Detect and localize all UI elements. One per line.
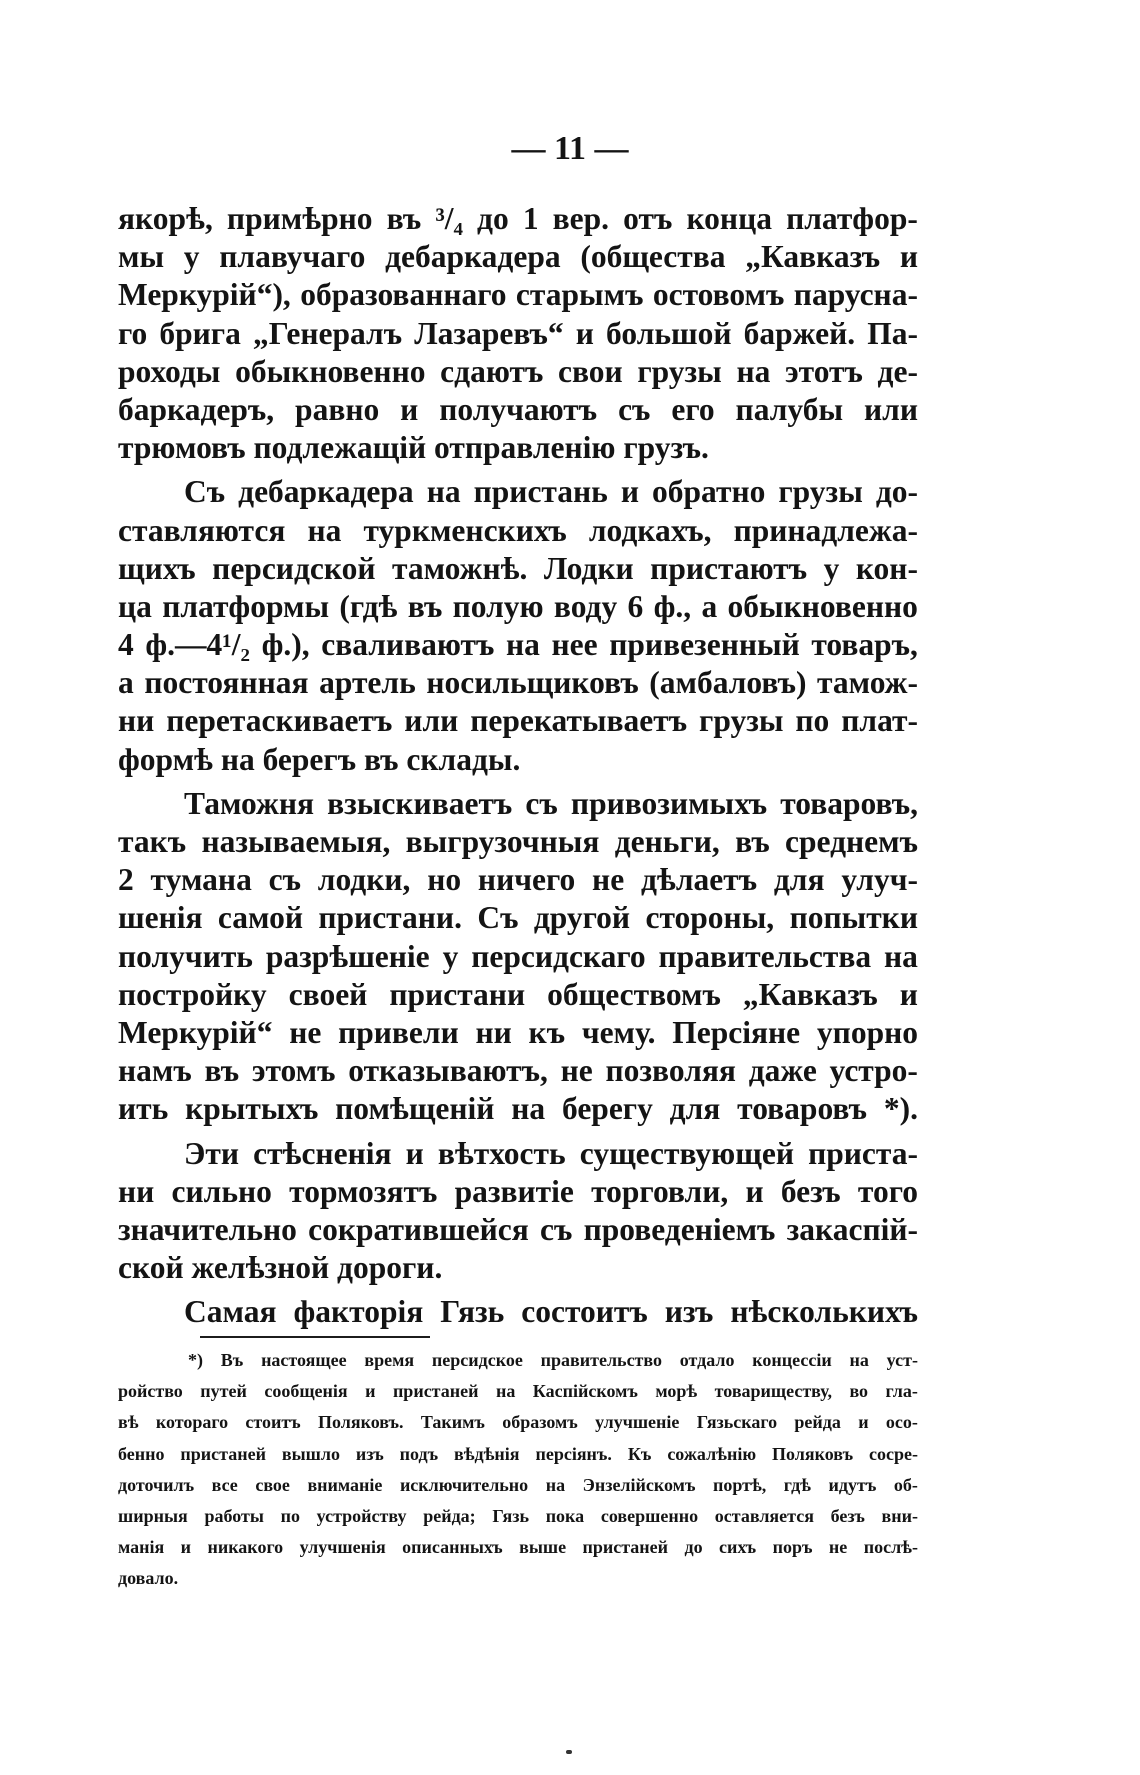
text-line: 2 тумана съ лодки, но ничего не дѣлаетъ для улуч- xyxy=(118,862,918,898)
text-line: шенія самой пристани. Съ другой стороны, попытки xyxy=(118,900,918,936)
text-line: формѣ на берегъ въ склады. xyxy=(118,741,521,777)
footnote-line: манія и никакого улучшенія описанныхъ выше пристаней до сихъ поръ не послѣ- xyxy=(118,1537,918,1558)
paragraph-start-line: Таможня взыскиваетъ съ привозимыхъ товаровъ, xyxy=(184,785,918,821)
footnote xyxy=(118,1345,918,1595)
text-line: ить крытыхъ помѣщеній на берегу для товаровъ *). xyxy=(118,1091,918,1127)
footnote-line: ройство путей сообщенія и пристаней на Каспійскомъ морѣ товариществу, во гла- xyxy=(118,1381,918,1402)
text-line: Меркурій“ не привели ни къ чему. Персіяне упорно xyxy=(118,1014,918,1050)
footnote-line: бенно пристаней вышло изъ подъ вѣдѣнія персіянъ. Къ сожалѣнію Поляковъ сосре- xyxy=(118,1443,918,1464)
text-line: ставляются на туркменскихъ лодкахъ, принадлежа- xyxy=(118,512,918,548)
text-line: трюмовъ подлежащій отправленію грузъ. xyxy=(118,430,709,466)
footnote-line: довало. xyxy=(118,1568,179,1589)
page-number: — 11 — xyxy=(511,130,629,167)
footnote-line: *) Въ настоящее время персидское правительство отдало концессіи на уст- xyxy=(188,1350,918,1370)
footnote-line: доточилъ все свое вниманіе исключительно на Энзелійскомъ портѣ, гдѣ идутъ об- xyxy=(118,1474,918,1495)
text-line: намъ въ этомъ отказываютъ, не позволяя даже устро- xyxy=(118,1053,918,1089)
text-line: ца платформы (гдѣ въ полую воду 6 ф., а обыкновенно xyxy=(118,588,918,624)
text-line: баркадеръ, равно и получаютъ съ его палубы или xyxy=(118,391,918,427)
text-line: роходы обыкновенно сдаютъ свои грузы на этотъ де- xyxy=(118,353,918,389)
text-line: такъ называемыя, выгрузочныя деньги, въ среднемъ xyxy=(118,824,918,859)
text-line: 4 ф.—4¹/₂ ф.), сваливаютъ на нее привезенный товаръ, xyxy=(118,627,918,663)
text-line: ской желѣзной дороги. xyxy=(118,1250,443,1286)
text-line: го брига „Генералъ Лазаревъ“ и большой баржей. Па- xyxy=(118,315,918,351)
main-text xyxy=(118,200,918,1331)
text-line: а постоянная артель носильщиковъ (амбаловъ) тамож- xyxy=(118,665,918,701)
text-line: мы у плавучаго дебаркадера (общества „Кавказъ и xyxy=(118,239,918,275)
text-line: постройку своей пристани обществомъ „Кавказъ и xyxy=(118,976,918,1012)
footnote-line: вѣ котораго стоитъ Поляковъ. Такимъ образомъ улучшеніе Гязьскаго рейда и осо- xyxy=(118,1412,918,1433)
text-line: щихъ персидской таможнѣ. Лодки пристаютъ у кон- xyxy=(118,550,918,586)
text-line: значительно сократившейся съ проведеніемъ закаспій- xyxy=(118,1211,918,1247)
text-line: Меркурій“), образованнаго старымъ остовомъ паруснa- xyxy=(118,277,918,313)
text-line: ни сильно тормозятъ развитіе торговли, и безъ того xyxy=(118,1173,918,1209)
print-mark xyxy=(566,1750,572,1754)
text-line: якорѣ, примѣрно въ ³/₄ до 1 вер. отъ конца платфор- xyxy=(118,201,918,236)
paragraph-start-line: Эти стѣсненія и вѣтхость существующей приста- xyxy=(184,1135,918,1171)
paragraph-start-line: Самая факторія Гязь состоитъ изъ нѣсколькихъ xyxy=(184,1294,918,1330)
footnote-line: ширныя работы по устройству рейда; Гязь пока совершенно оставляется безъ вни- xyxy=(118,1505,918,1526)
paragraph-start-line: Съ дебаркадера на пристань и обратно грузы до- xyxy=(184,474,918,510)
text-line: ни перетаскиваетъ или перекатываетъ грузы по плат- xyxy=(118,703,918,739)
footnote-divider xyxy=(200,1336,430,1338)
text-line: получить разрѣшеніе у персидскаго правительства на xyxy=(118,938,918,974)
